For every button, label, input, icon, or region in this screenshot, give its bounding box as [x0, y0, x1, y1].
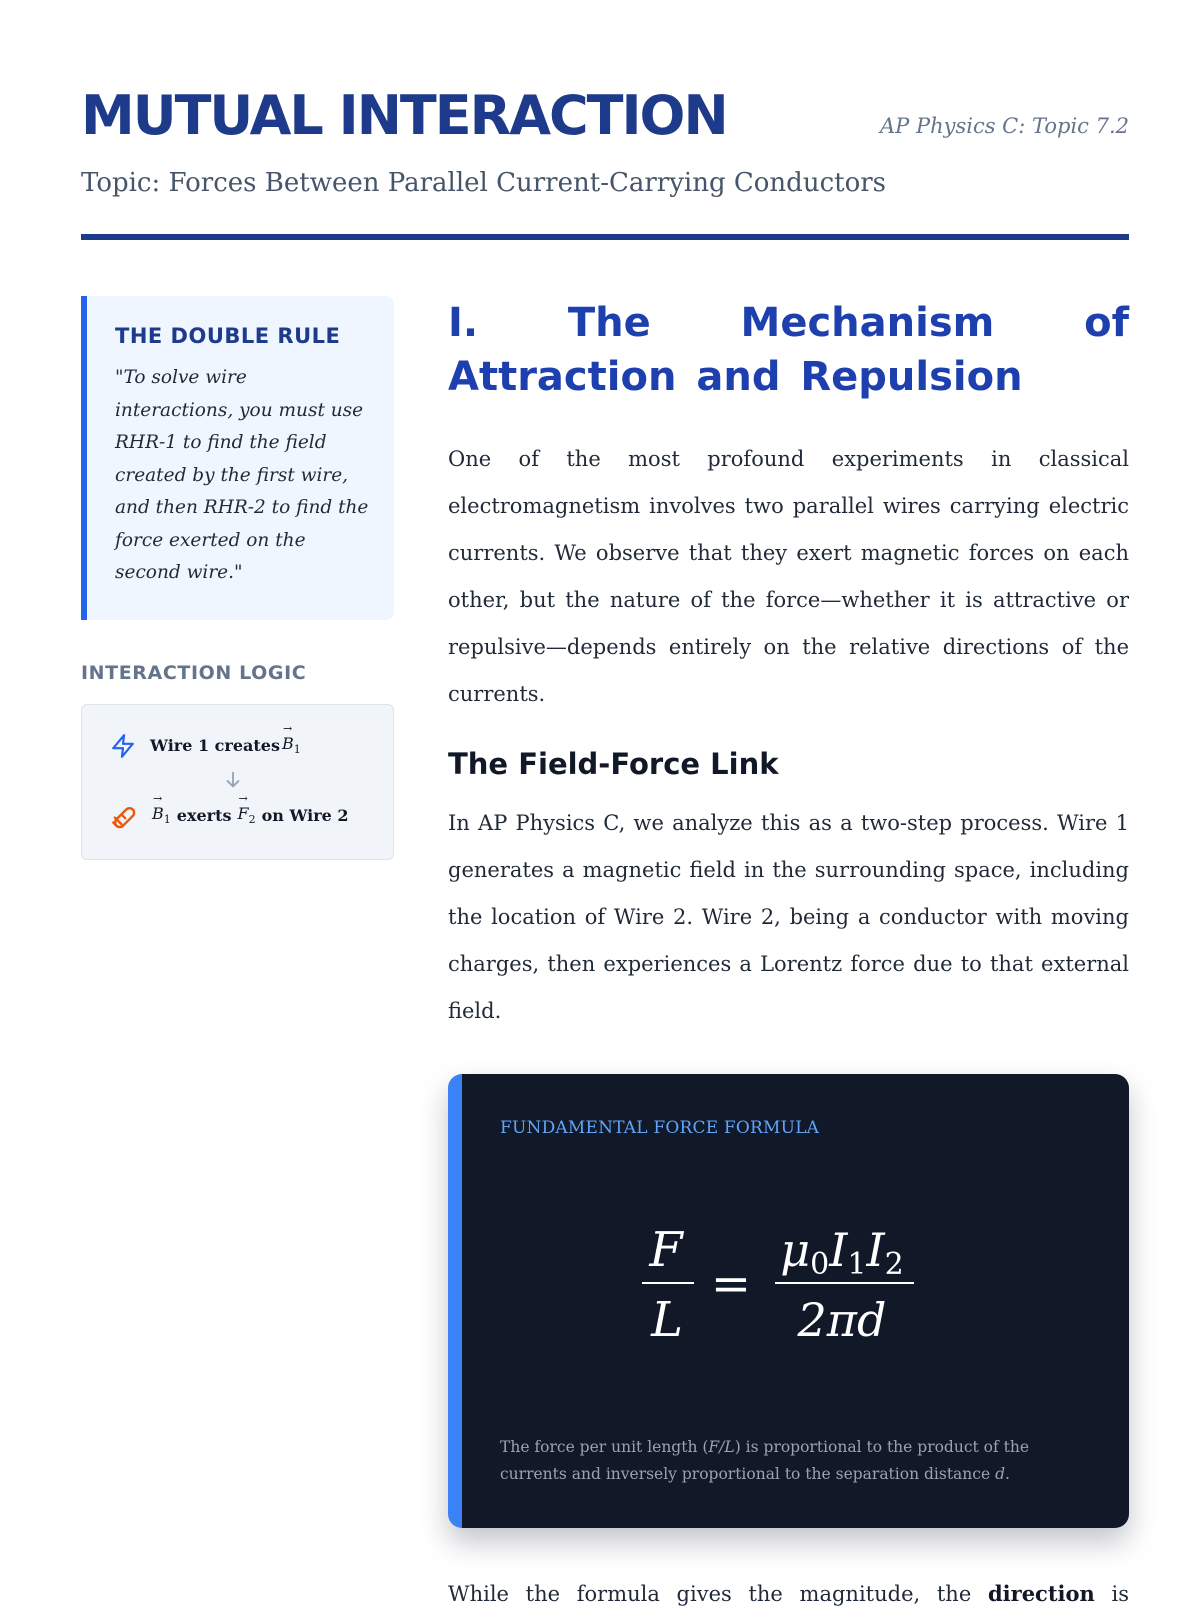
formula-equals: = — [710, 1256, 752, 1312]
logic-step-1 — [110, 722, 365, 759]
formula-rhs-numerator: μ0I1I2 — [780, 1223, 904, 1282]
logic-step-2-suffix: on Wire 2 — [261, 806, 349, 825]
sidebar — [81, 296, 394, 860]
main-content — [448, 296, 1129, 1606]
course-tag: AP Physics C: Topic 7.2 — [879, 114, 1129, 138]
section-title: I. The Mechanism of Attraction and Repulsion — [448, 300, 1129, 400]
field-force-heading: The Field-Force Link — [448, 747, 779, 781]
intro-paragraph: One of the most profound experiments in classical electromagnetism involves two parallel wires carrying electric currents. We observe that they exert magnetic forces on each other, but the nature of the force—whether it is attractive or repulsive—depends entirely on the relative directions of the currents. — [448, 447, 1129, 706]
double-rule-heading: THE DOUBLE RULE — [115, 324, 341, 348]
page-header — [81, 80, 1129, 240]
interaction-logic-heading: INTERACTION LOGIC — [81, 661, 307, 684]
formula-lhs-denominator: L — [651, 1292, 683, 1348]
logic-step-1-text: Wire 1 creates — [150, 736, 280, 755]
header-divider — [81, 234, 1129, 240]
direction-paragraph: While the formula gives the magnitude, the direction is — [448, 1581, 1129, 1606]
logic-arrow-down-icon — [110, 769, 365, 791]
magnet-icon — [110, 803, 136, 829]
formula-rhs-denominator: 2πd — [797, 1293, 887, 1347]
force-formula — [642, 1214, 942, 1364]
vector-b1: → $B_1$ — [281, 722, 301, 757]
double-rule-callout — [81, 296, 394, 620]
double-rule-quote: "To solve wire interactions, you must use RHR-1 to find the field created by the first wire, and then RHR-2 to find the force exerted on the second wire." — [115, 367, 369, 583]
page-title: MUTUAL INTERACTION — [81, 84, 727, 147]
lightning-icon — [110, 733, 136, 759]
vector-b1: → $B_1$ — [152, 792, 171, 827]
formula-lhs-numerator: F — [649, 1222, 683, 1278]
formula-label: FUNDAMENTAL FORCE FORMULA — [500, 1118, 820, 1138]
logic-step-2 — [110, 792, 365, 829]
interaction-logic-box — [81, 704, 394, 860]
field-force-paragraph: In AP Physics C, we analyze this as a two-step process. Wire 1 generates a magnetic field in the surrounding space, including the location of Wire 2. Wire 2, being a conductor with moving charges, then experiences a Lorentz force due to that external field. — [448, 811, 1129, 1023]
direction-emphasis: direction — [987, 1581, 1095, 1606]
formula-card — [448, 1074, 1129, 1528]
vector-f2: → $F_2$ — [237, 792, 256, 827]
formula-caption: The force per unit length (F/L) is proportional to the product of the currents and inversely proportional to the separation distance d. — [500, 1438, 1030, 1483]
topic-subtitle: Topic: Forces Between Parallel Current-Carrying Conductors — [81, 168, 886, 198]
logic-step-2-verb: exerts — [176, 806, 232, 825]
